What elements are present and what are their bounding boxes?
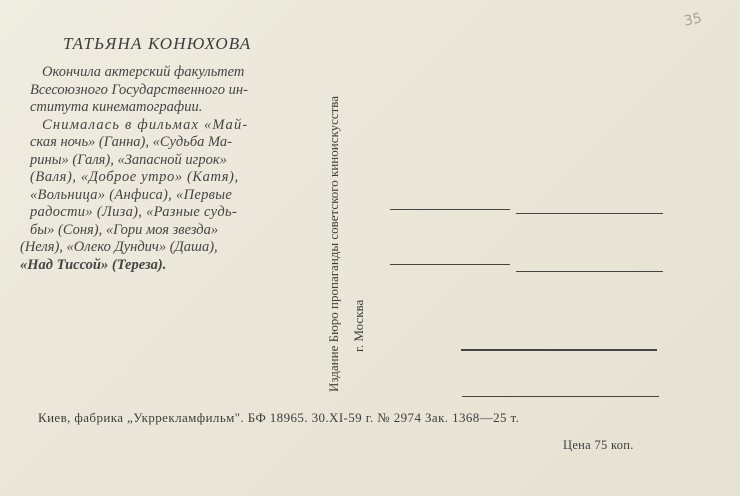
bio-line: (Валя), «Доброе утро» (Катя), [30, 169, 239, 185]
bio-line: Снималась в фильмах «Май- [42, 116, 249, 133]
bio-line: (Неля), «Олеко Дундич» (Даша), [20, 239, 218, 255]
publisher-imprint [321, 96, 371, 392]
address-line-1b [516, 213, 663, 214]
bio-line: «Над Тиссой» (Тереза). [20, 256, 167, 273]
address-line-4 [462, 396, 659, 397]
bio-line: радости» (Лиза), «Разные судь- [30, 204, 238, 220]
biography-text [20, 64, 310, 274]
publisher-city: г. Москва [351, 299, 366, 352]
publisher-name: Издание Бюро пропаганды советского киноискусства [326, 95, 341, 392]
price-label: Цена 75 коп. [563, 438, 634, 452]
bio-line: ская ночь» (Ганна), «Судьба Ма- [30, 134, 232, 150]
bio-line: «Вольница» (Анфиса), «Первые [30, 186, 233, 203]
bio-line: ститута кинематографии. [30, 99, 203, 115]
bio-line: Всесоюзного Государственного ин- [30, 81, 248, 98]
pencil-mark: 35 [682, 10, 704, 30]
actress-name-title: ТАТЬЯНА КОНЮХОВА [63, 34, 252, 53]
address-line-2b [516, 271, 663, 272]
bio-line: бы» (Соня), «Гори моя звезда» [30, 221, 219, 238]
bio-line: рины» (Галя), «Запасной игрок» [30, 151, 227, 168]
print-imprint: Киев, фабрика „Укррекламфильм". БФ 18965. 30.XI-59 г. № 2974 Зак. 1368—25 т. [38, 410, 520, 425]
address-line-3 [461, 349, 657, 351]
bio-line: Окончила актерский факультет [42, 64, 245, 80]
address-line-1 [390, 209, 510, 210]
address-line-2 [390, 264, 510, 265]
